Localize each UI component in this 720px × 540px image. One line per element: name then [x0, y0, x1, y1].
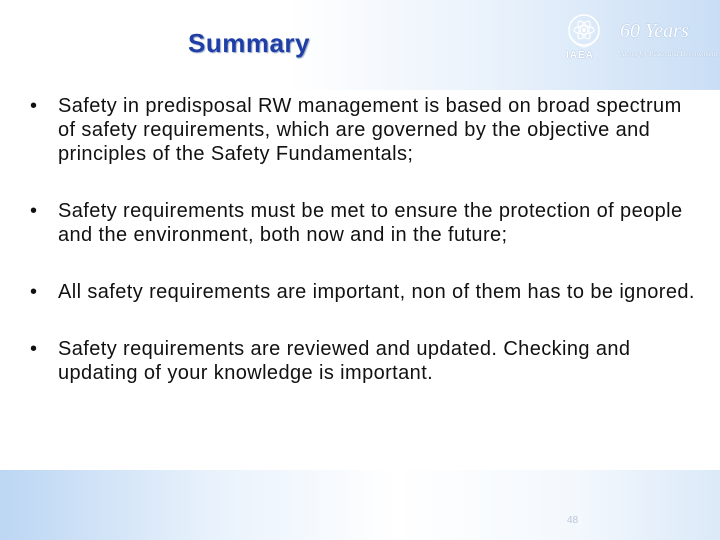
page-number: 48: [567, 515, 579, 526]
bullet-item: [30, 280, 700, 304]
iaea-emblem-icon: [564, 10, 604, 50]
bullet-item: [30, 337, 700, 385]
iaea-wordmark: IAEA: [566, 50, 594, 61]
bullet-text: Safety requirements must be met to ensure the protection of people and the environment, both now and in the future;: [58, 200, 683, 246]
bullet-text: Safety in predisposal RW management is based on broad spectrum of safety requirements, which are governed by the objective and principles of the Safety Fundamentals;: [58, 95, 682, 165]
logo-tagline: Atoms for Peace and Development: [620, 50, 718, 58]
bullet-marker: •: [30, 95, 38, 117]
slide-title: Summary: [188, 28, 310, 58]
bullet-marker: •: [30, 200, 38, 222]
bullet-list: [30, 94, 700, 385]
footer-background: [0, 470, 720, 540]
bullet-marker: •: [30, 338, 38, 360]
bullet-text: All safety requirements are important, non of them has to be ignored.: [58, 281, 695, 303]
bullet-item: [30, 94, 700, 166]
bullet-marker: •: [30, 281, 38, 303]
iaea-logo: [560, 8, 720, 60]
anniversary-text: 60 Years: [620, 20, 689, 42]
bullet-item: [30, 199, 700, 247]
bullet-text: Safety requirements are reviewed and updated. Checking and updating of your knowledge is important.: [58, 338, 631, 384]
